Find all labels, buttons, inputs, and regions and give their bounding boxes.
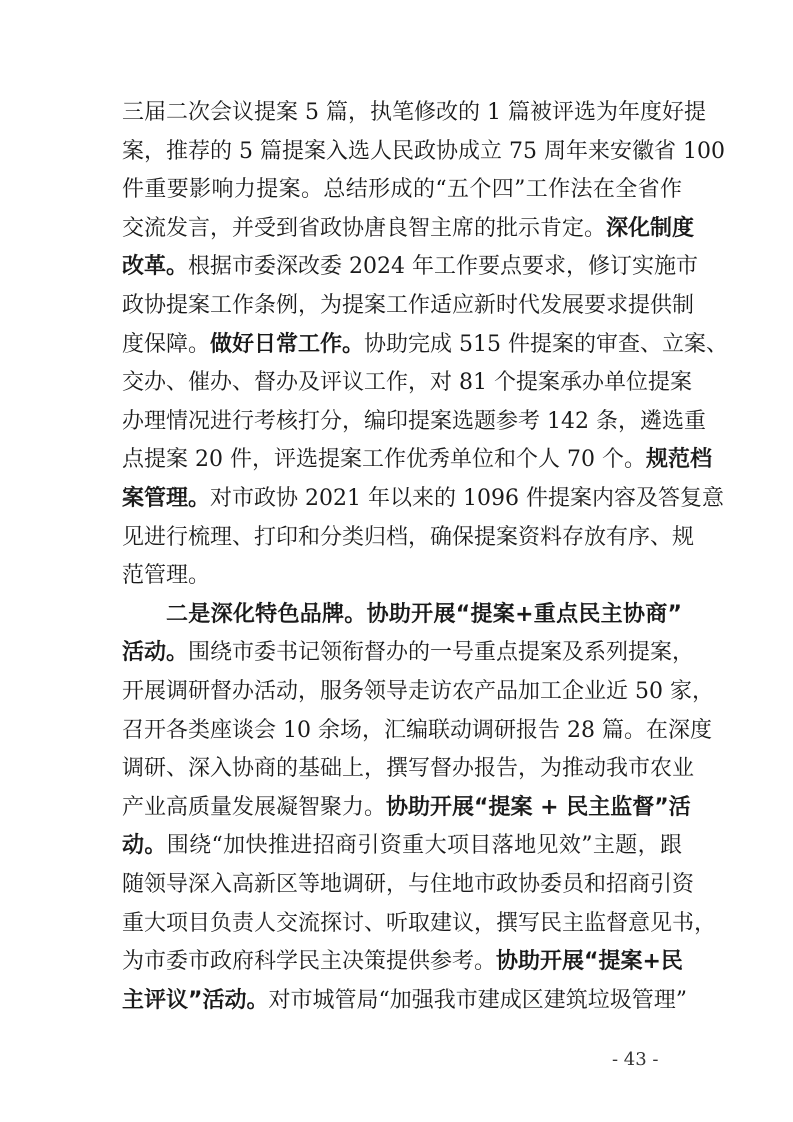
body-text-segment: 对市政协 2021 年以来的 1096 件提案内容及答复意: [210, 486, 724, 511]
text-line: [122, 831, 682, 861]
text-line: [122, 98, 706, 128]
text-line: [166, 600, 682, 630]
text-line: [122, 870, 695, 900]
text-line: [122, 484, 724, 514]
bold-heading-text: 协助开展“提案+民: [496, 949, 683, 975]
body-text-segment: 点提案 20 件，评选提案工作优秀单位和个人 70 个。: [122, 447, 646, 473]
body-text-segment: 案，推荐的 5 篇提案入选人民政协成立 75 周年来安徽省 100: [122, 138, 725, 164]
text-line: [122, 561, 682, 591]
text-line: [122, 638, 695, 668]
body-text-segment: 三届二次会议提案 5 篇，执笔修改的 1 篇被评选为年度好提: [122, 100, 706, 125]
text-line: [122, 754, 695, 784]
bold-heading-text: 活动。: [122, 640, 189, 666]
body-text-segment: 根据市委深改委 2024 年工作要点要求，修订实施市: [188, 254, 698, 280]
body-text-segment: 开展调研督办活动，服务领导走访农产品加工企业近 50 家，: [122, 679, 714, 704]
bold-heading-text: 改革。: [122, 254, 189, 280]
text-line: [122, 947, 682, 977]
text-line: [122, 137, 725, 167]
bold-heading-text: 协助开展“提案 + 民主监督”活: [386, 794, 691, 820]
body-text-segment: 交流发言，并受到省政协唐良智主席的批示肯定。: [122, 215, 607, 241]
text-line: [122, 407, 706, 437]
text-line: [122, 793, 691, 823]
text-line: [122, 523, 695, 553]
body-text-segment: 见进行梳理、打印和分类归档，确保提案资料存放有序、规: [122, 524, 695, 550]
bold-heading-text: 规范档: [645, 447, 712, 473]
text-line: [122, 986, 687, 1016]
text-line: [122, 677, 714, 707]
text-line: [122, 330, 729, 360]
body-text-segment: 办理情况进行考核打分，编印提案选题参考 142 条，遴选重: [122, 408, 706, 434]
body-text-segment: 围绕市委书记领衔督办的一号重点提案及系列提案，: [188, 640, 695, 666]
bold-heading-text: 二是深化特色品牌。协助开展“提案+重点民主协商”: [166, 601, 682, 627]
body-text-segment: 产业高质量发展凝智聚力。: [122, 794, 387, 820]
text-line: [122, 175, 682, 205]
body-text-segment: 为市委市政府科学民主决策提供参考。: [122, 949, 497, 975]
bold-heading-text: 深化制度: [606, 215, 695, 241]
page-number: - 43 -: [612, 1049, 659, 1070]
body-text-segment: 件重要影响力提案。总结形成的“五个四”工作法在全省作: [122, 177, 682, 203]
body-text-segment: 随领导深入高新区等地调研，与住地市政协委员和招商引资: [122, 872, 695, 897]
body-text-segment: 围绕“加快推进招商引资重大项目落地见效”主题，跟: [166, 833, 682, 859]
body-text-segment: 对市城管局“加强我市建成区建筑垃圾管理”: [268, 987, 687, 1013]
text-line: [122, 909, 717, 939]
text-line: [122, 291, 695, 321]
bold-heading-text: 动。: [122, 833, 167, 859]
bold-heading-text: 做好日常工作。: [210, 331, 365, 357]
body-text-segment: 交办、催办、督办及评议工作，对 81 个提案承办单位提案: [122, 370, 692, 396]
bold-heading-text: 案管理。: [122, 486, 211, 511]
text-line: [122, 445, 712, 475]
body-text-segment: 政协提案工作条例，为提案工作适应新时代发展要求提供制: [122, 293, 695, 318]
text-line: [122, 214, 695, 244]
body-text-segment: 召开各类座谈会 10 余场，汇编联动调研报告 28 篇。在深度: [122, 717, 712, 743]
bold-heading-text: 主评议”活动。: [122, 987, 269, 1013]
text-line: [122, 716, 712, 746]
body-text-segment: 协助完成 515 件提案的审查、立案、: [364, 331, 729, 357]
text-line: [122, 252, 698, 282]
text-line: [122, 368, 692, 398]
body-text-segment: 范管理。: [122, 563, 211, 589]
body-text-segment: 重大项目负责人交流探讨、听取建议，撰写民主监督意见书，: [122, 910, 717, 936]
body-text-segment: 调研、深入协商的基础上，撰写督办报告，为推动我市农业: [122, 756, 695, 782]
body-text-segment: 度保障。: [122, 331, 211, 357]
